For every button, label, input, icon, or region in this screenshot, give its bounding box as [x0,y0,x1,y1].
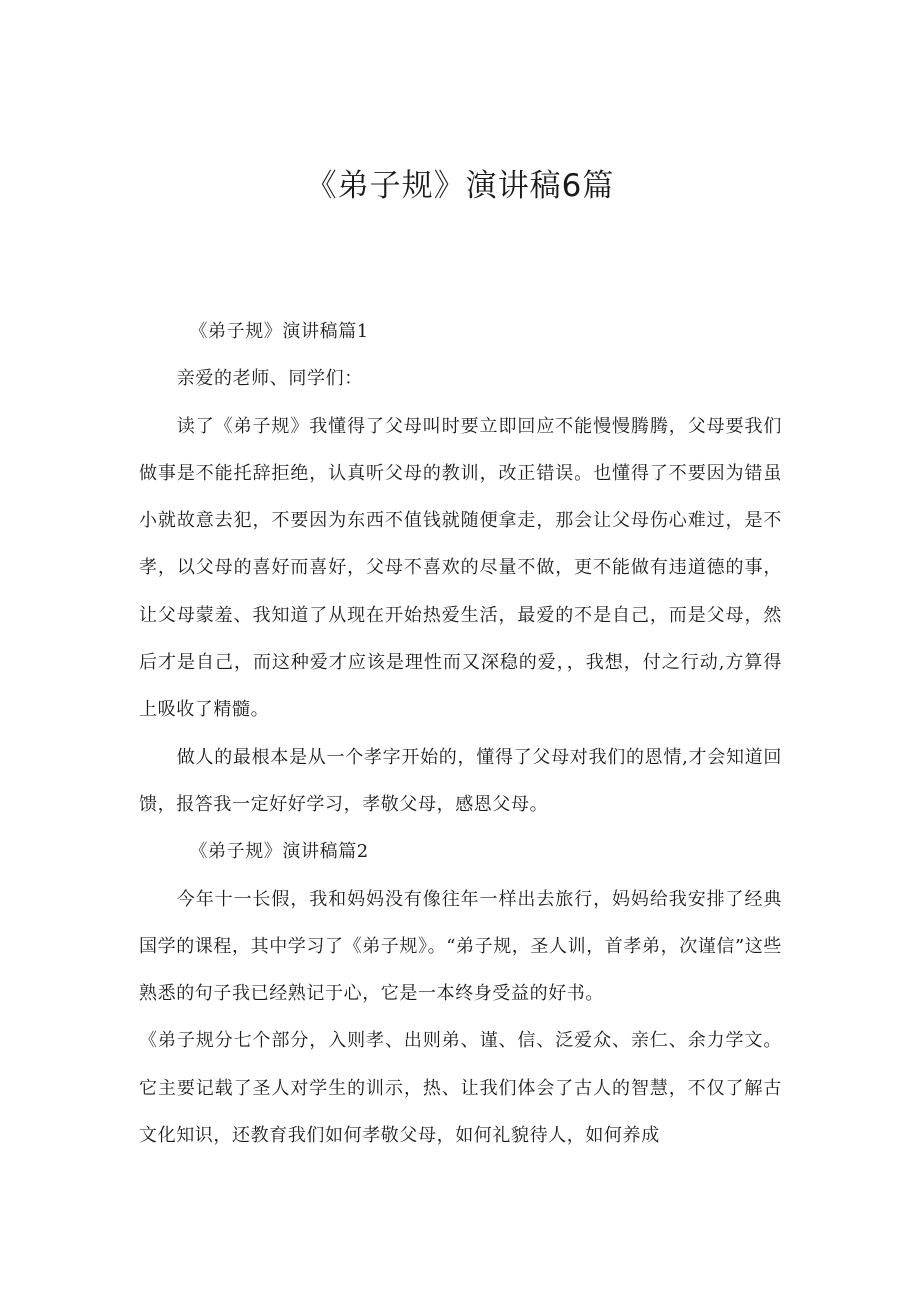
paragraph: 今年十一长假，我和妈妈没有像往年一样出去旅行，妈妈给我安排了经典国学的课程，其中学习了《弟子规》。“弟子规，圣人训，首孝弟，次谨信”这些熟悉的句子我已经熟记于心，它是一本终身受益的好书。 [139,888,783,1005]
paragraph: 《弟子规分七个部分，入则孝、出则弟、谨、信、泛爱众、亲仁、余力学文。它主要记载了圣人对学生的训示，热、让我们体会了古人的智慧，不仅了解古文化知识，还教育我们如何孝敬父母，如何礼貌待人，如何养成 [139,1030,782,1147]
document-body [139,308,782,1159]
section-heading-1: 《弟子规》演讲稿篇1 [189,321,369,342]
paragraph: 做人的最根本是从一个孝字开始的，懂得了父母对我们的恩情,才会知道回馈，报答我一定好好学习，孝敬父母，感恩父母。 [139,746,782,815]
paragraph: 读了《弟子规》我懂得了父母叫时要立即回应不能慢慢腾腾，父母要我们做事是不能托辞拒绝，认真听父母的教训，改正错误。也懂得了不要因为错虽小就故意去犯，不要因为东西不值钱就随便拿走，那会让父母伤心难过，是不孝，以父母的喜好而喜好，父母不喜欢的尽量不做，更不能做有违道德的事，让父母蒙羞、我知道了从现在开始热爱生活，最爱的不是自己，而是父母，然后才是自己，而这种爱才应该是理性而又深稳的爱，，我想，付之行动,方算得上吸收了精髓。 [139,415,782,721]
salutation: 亲爱的老师、同学们： [176,368,363,390]
document-title: 《弟子规》演讲稿6篇 [305,168,615,204]
section-heading-2: 《弟子规》演讲稿篇2 [189,841,369,863]
